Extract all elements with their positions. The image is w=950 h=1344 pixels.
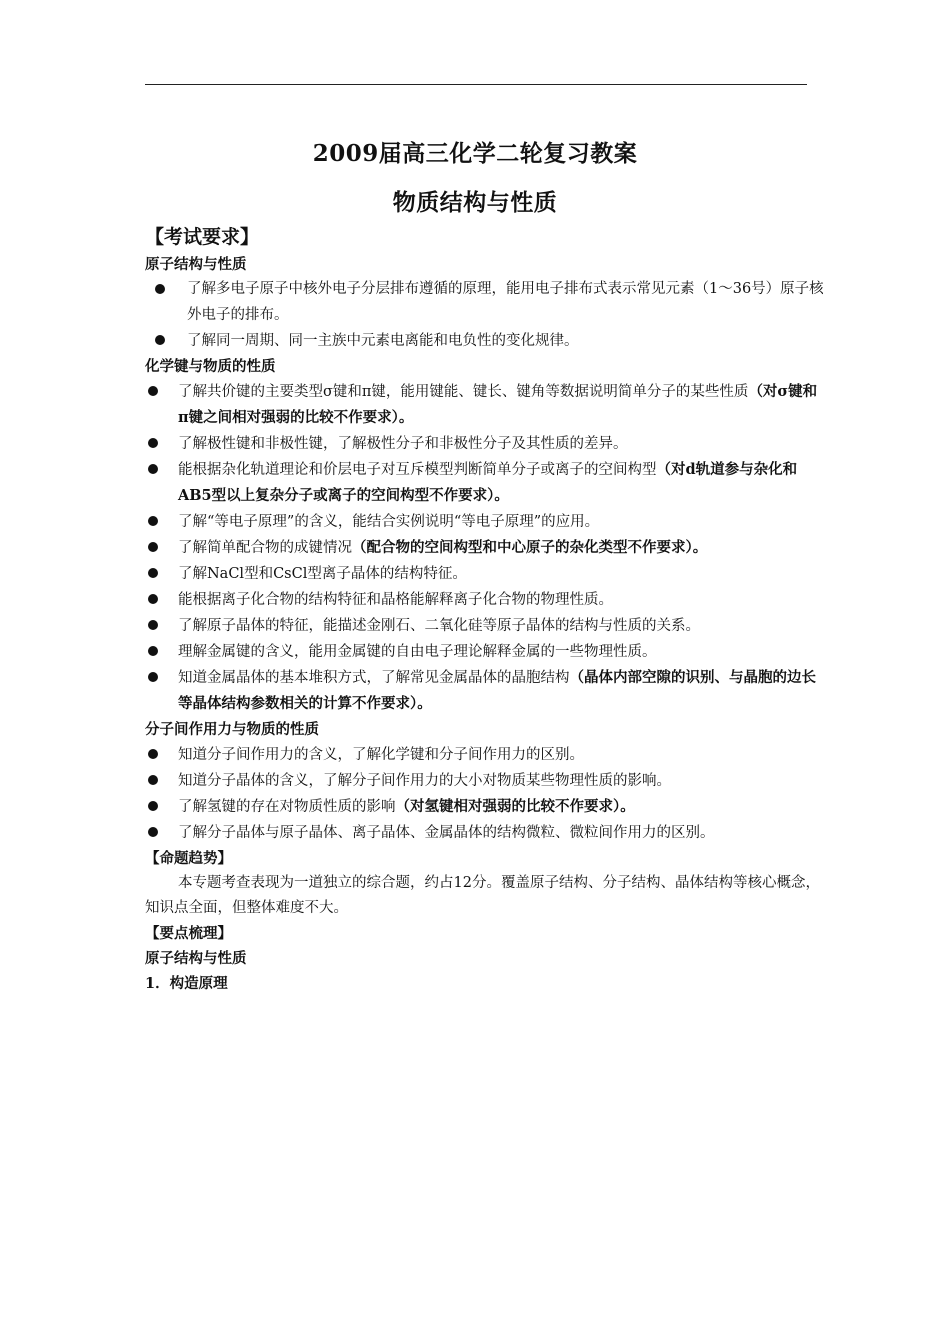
list-item: 了解共价键的主要类型σ键和π键，能用键能、键长、键角等数据说明简单分子的某些性质（对σ键和π键之间相对强弱的比较不作要求）。 (145, 379, 825, 431)
bullet-icon (148, 646, 158, 656)
header-rule (145, 84, 807, 85)
list-item: 知道分子晶体的含义，了解分子间作用力的大小对物质某些物理性质的影响。 (145, 768, 825, 794)
list-item: 了解原子晶体的特征，能描述金刚石、二氧化硅等原子晶体的结构与性质的关系。 (145, 613, 825, 639)
list-item: 了解分子晶体与原子晶体、离子晶体、金属晶体的结构微粒、微粒间作用力的区别。 (145, 820, 825, 846)
section-heading-bonding: 化学键与物质的性质 (145, 358, 276, 375)
bullet-icon (148, 775, 158, 785)
list-item: 了解极性键和非极性键，了解极性分子和非极性分子及其性质的差异。 (145, 431, 825, 457)
bullet-icon (148, 542, 158, 552)
list-item: 了解NaCl型和CsCl型离子晶体的结构特征。 (145, 561, 825, 587)
trend-heading: 【命题趋势】 (145, 850, 232, 867)
list-item: 知道分子间作用力的含义，了解化学键和分子间作用力的区别。 (145, 742, 825, 768)
doc-title: 2009届高三化学二轮复习教案 (312, 140, 638, 167)
list-item: 了解简单配合物的成键情况（配合物的空间构型和中心原子的杂化类型不作要求）。 (145, 535, 825, 561)
section-heading-intermolecular: 分子间作用力与物质的性质 (145, 721, 319, 738)
bullet-icon (148, 568, 158, 578)
exam-requirements-heading: 【考试要求】 (145, 226, 260, 248)
doc-subtitle: 物质结构与性质 (392, 189, 558, 216)
key-points-heading: 【要点梳理】 (145, 925, 232, 942)
bullet-icon (148, 438, 158, 448)
bullet-icon (155, 335, 165, 345)
bullet-icon (148, 672, 158, 682)
list-item: 能根据杂化轨道理论和价层电子对互斥模型判断简单分子或离子的空间构型（对d轨道参与杂化和AB5型以上复杂分子或离子的空间构型不作要求）。 (145, 457, 825, 509)
list-item: 了解氢键的存在对物质性质的影响（对氢键相对强弱的比较不作要求）。 (145, 794, 825, 820)
key-points-subheading: 原子结构与性质 (145, 950, 247, 967)
bullet-icon (148, 827, 158, 837)
bullet-icon (148, 516, 158, 526)
bullet-icon (148, 464, 158, 474)
list-item: 了解同一周期、同一主族中元素电离能和电负性的变化规律。 (145, 328, 825, 354)
list-item: 了解多电子原子中核外电子分层排布遵循的原理，能用电子排布式表示常见元素（1～36号）原子核外电子的排布。 (145, 277, 825, 328)
trend-paragraph: 本专题考查表现为一道独立的综合题，约占12分。覆盖原子结构、分子结构、晶体结构等核心概念，知识点全面，但整体难度不大。 (145, 875, 820, 916)
bullet-icon (148, 594, 158, 604)
doc-body (145, 222, 825, 996)
list-item: 理解金属键的含义，能用金属键的自由电子理论解释金属的一些物理性质。 (145, 639, 825, 665)
key-points-item: 1．构造原理 (145, 975, 228, 992)
list-item: 了解“等电子原理”的含义，能结合实例说明“等电子原理”的应用。 (145, 509, 825, 535)
bullet-icon (148, 620, 158, 630)
bullet-icon (155, 284, 165, 294)
bullet-icon (148, 386, 158, 396)
bullet-icon (148, 801, 158, 811)
list-item: 能根据离子化合物的结构特征和晶格能解释离子化合物的物理性质。 (145, 587, 825, 613)
list-item: 知道金属晶体的基本堆积方式，了解常见金属晶体的晶胞结构（晶体内部空隙的识别、与晶胞的边长等晶体结构参数相关的计算不作要求）。 (145, 665, 825, 717)
section-heading-atomic: 原子结构与性质 (145, 256, 247, 273)
bullet-icon (148, 749, 158, 759)
